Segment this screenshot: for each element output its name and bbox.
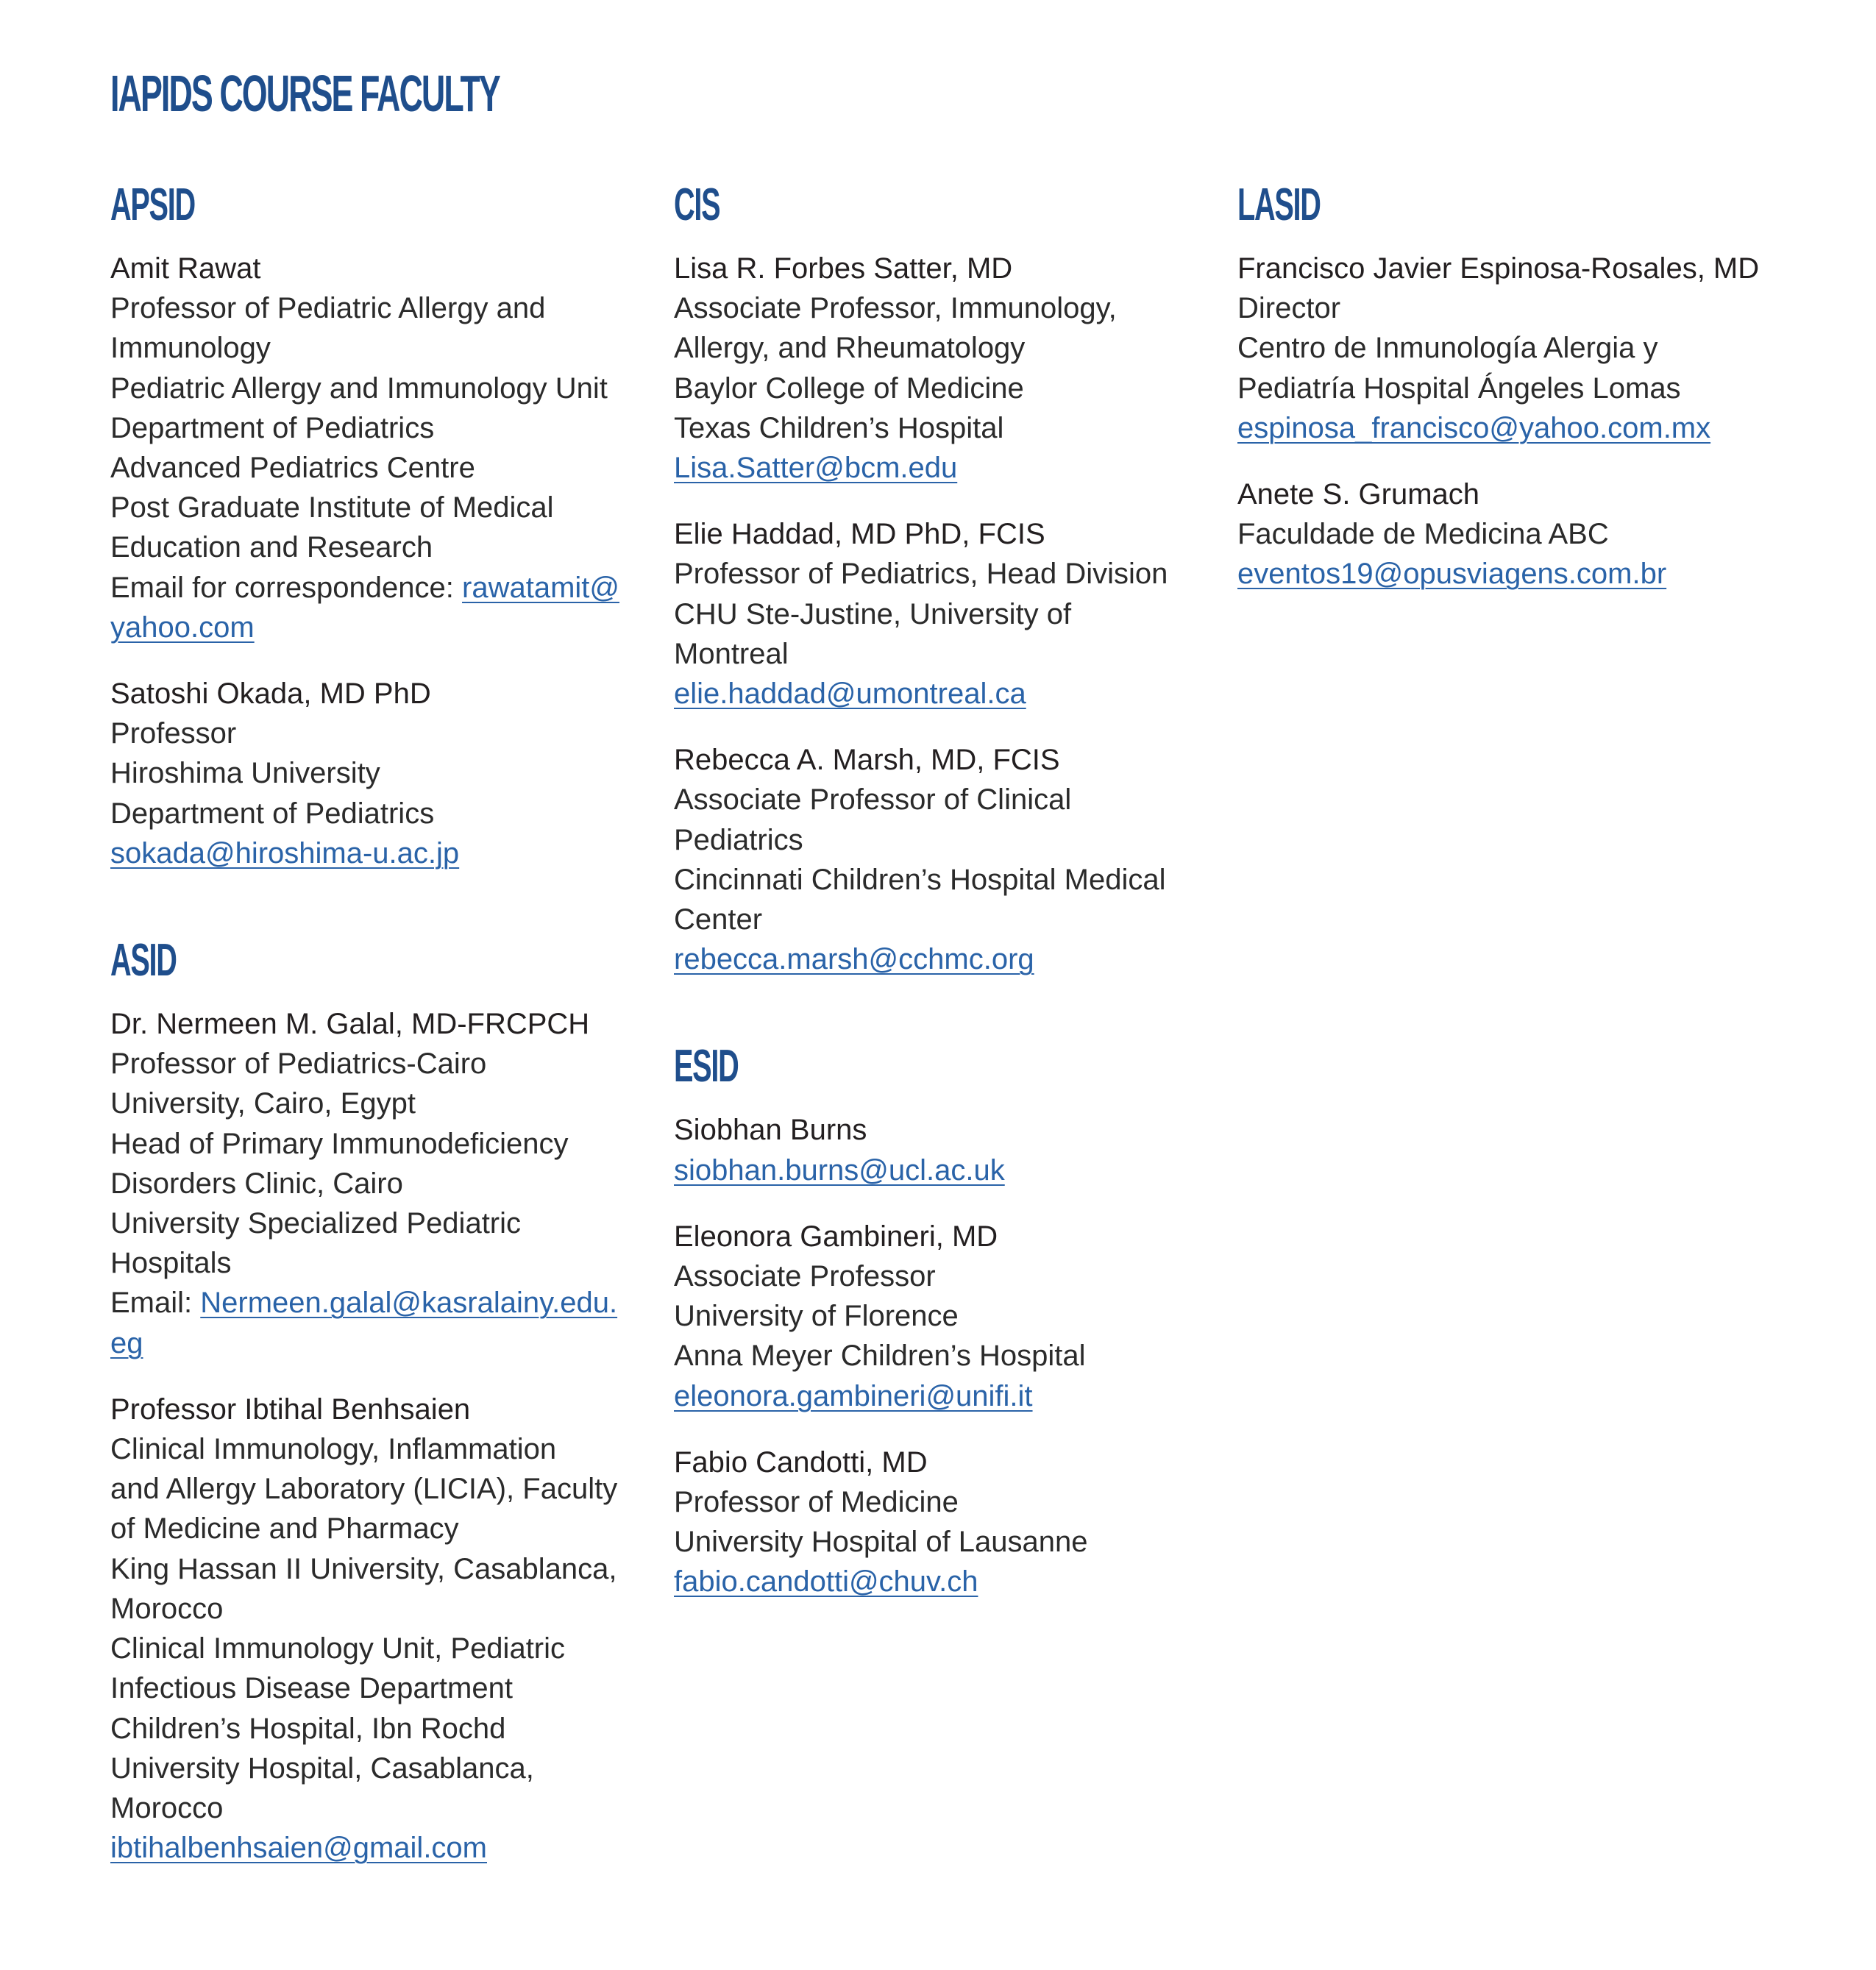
heading-spacer	[674, 1089, 1215, 1110]
faculty-detail: Infectious Disease Department	[110, 1672, 513, 1705]
faculty-detail: Associate Professor	[674, 1260, 936, 1293]
faculty-detail: Hiroshima University	[110, 757, 380, 790]
email-link[interactable]: rawatamit@	[462, 571, 620, 604]
faculty-detail: King Hassan II University, Casablanca,	[110, 1552, 617, 1585]
email-line	[674, 1376, 1215, 1416]
email-link[interactable]: Nermeen.galal@kasralainy.edu.	[200, 1287, 618, 1320]
email-link[interactable]: siobhan.burns@ucl.ac.uk	[674, 1153, 1005, 1187]
email-line	[674, 1562, 1215, 1601]
faculty-name: Fabio Candotti, MD	[674, 1446, 928, 1479]
faculty-name: Lisa R. Forbes Satter, MD	[674, 252, 1013, 285]
faculty-section	[110, 935, 651, 1868]
email-link[interactable]: fabio.candotti@chuv.ch	[674, 1565, 978, 1599]
faculty-section	[110, 179, 651, 873]
faculty-detail: Head of Primary Immunodeficiency	[110, 1127, 569, 1160]
faculty-name: Francisco Javier Espinosa-Rosales, MD	[1237, 252, 1760, 285]
email-link[interactable]: yahoo.com	[110, 611, 255, 644]
email-line	[674, 448, 1215, 488]
faculty-detail: Professor of Pediatrics-Cairo	[110, 1048, 487, 1081]
email-label: Email:	[110, 1287, 193, 1320]
faculty-column-2	[674, 179, 1215, 1602]
faculty-detail: University of Florence	[674, 1300, 959, 1333]
faculty-name: Dr. Nermeen M. Galal, MD-FRCPCH	[110, 1008, 590, 1041]
faculty-detail: Clinical Immunology Unit, Pediatric	[110, 1632, 566, 1665]
faculty-detail: Center	[674, 903, 763, 936]
faculty-detail: Professor of Medicine	[674, 1486, 959, 1519]
faculty-detail: Professor of Pediatric Allergy and	[110, 292, 546, 325]
email-line	[674, 674, 1215, 714]
faculty-entry	[674, 1217, 1215, 1416]
email-link[interactable]: eventos19@opusviagens.com.br	[1237, 558, 1667, 591]
faculty-detail: Montreal	[674, 637, 789, 670]
faculty-column-1	[110, 179, 651, 1868]
faculty-detail: Disorders Clinic, Cairo	[110, 1167, 403, 1200]
faculty-name: Professor Ibtihal Benhsaien	[110, 1393, 471, 1426]
faculty-detail: Education and Research	[110, 531, 433, 564]
faculty-entry	[110, 674, 651, 873]
email-link[interactable]: ibtihalbenhsaien@gmail.com	[110, 1832, 487, 1865]
faculty-detail: Department of Pediatrics	[110, 797, 435, 830]
faculty-detail: Faculdade de Medicina ABC	[1237, 518, 1609, 551]
faculty-detail: CHU Ste-Justine, University of	[674, 597, 1072, 630]
section-heading: ESID	[674, 1041, 739, 1092]
email-link[interactable]: rebecca.marsh@cchmc.org	[674, 943, 1034, 976]
section-heading: ASID	[110, 935, 177, 986]
email-link[interactable]: eg	[110, 1326, 143, 1359]
faculty-entry	[674, 1110, 1215, 1190]
faculty-detail: Cincinnati Children’s Hospital Medical	[674, 863, 1166, 896]
email-link[interactable]: elie.haddad@umontreal.ca	[674, 678, 1026, 711]
faculty-detail: University, Cairo, Egypt	[110, 1087, 416, 1120]
email-line	[110, 1323, 651, 1363]
faculty-entry	[1237, 474, 1778, 594]
heading-spacer	[674, 228, 1215, 249]
faculty-detail: Morocco	[110, 1791, 224, 1824]
faculty-detail: Pediatrics	[674, 823, 803, 856]
faculty-detail: University Hospital of Lausanne	[674, 1526, 1088, 1559]
faculty-section	[674, 179, 1215, 979]
email-label: Email for correspondence:	[110, 571, 454, 604]
faculty-detail: Texas Children’s Hospital	[674, 411, 1004, 444]
faculty-entry	[1237, 249, 1778, 448]
email-line	[674, 939, 1215, 979]
faculty-name: Amit Rawat	[110, 252, 261, 285]
faculty-detail: Associate Professor of Clinical	[674, 783, 1072, 817]
faculty-detail: Clinical Immunology, Inflammation	[110, 1433, 557, 1466]
heading-spacer	[110, 984, 651, 1004]
faculty-detail: Pediatric Allergy and Immunology Unit	[110, 371, 608, 405]
email-line	[674, 1151, 1215, 1190]
email-link[interactable]: eleonora.gambineri@unifi.it	[674, 1379, 1033, 1412]
faculty-entry	[674, 249, 1215, 488]
faculty-name: Elie Haddad, MD PhD, FCIS	[674, 518, 1045, 551]
page-title: IAPIDS COURSE FACULTY	[110, 65, 500, 122]
faculty-name: Anete S. Grumach	[1237, 478, 1480, 511]
faculty-name: Eleonora Gambineri, MD	[674, 1220, 998, 1253]
faculty-column-3	[1237, 179, 1778, 594]
email-line	[1237, 554, 1778, 594]
faculty-detail: Post Graduate Institute of Medical	[110, 491, 554, 524]
faculty-entry	[674, 1443, 1215, 1602]
email-line	[110, 568, 651, 608]
faculty-detail: Centro de Inmunología Alergia y	[1237, 332, 1658, 365]
faculty-entry	[674, 740, 1215, 979]
faculty-name: Satoshi Okada, MD PhD	[110, 678, 431, 711]
faculty-detail: Professor of Pediatrics, Head Division	[674, 558, 1168, 591]
faculty-detail: Anna Meyer Children’s Hospital	[674, 1340, 1086, 1373]
email-link[interactable]: Lisa.Satter@bcm.edu	[674, 452, 958, 485]
faculty-detail: Immunology	[110, 332, 271, 365]
faculty-name: Rebecca A. Marsh, MD, FCIS	[674, 744, 1060, 777]
email-link[interactable]: sokada@hiroshima-u.ac.jp	[110, 836, 460, 870]
faculty-entry	[110, 249, 651, 647]
email-line	[110, 608, 651, 647]
faculty-entry	[110, 1004, 651, 1363]
faculty-detail: University Hospital, Casablanca,	[110, 1752, 534, 1785]
faculty-name: Siobhan Burns	[674, 1114, 867, 1147]
faculty-detail: Hospitals	[110, 1247, 232, 1280]
section-heading: APSID	[110, 179, 195, 230]
faculty-detail: Allergy, and Rheumatology	[674, 332, 1026, 365]
faculty-detail: Department of Pediatrics	[110, 411, 435, 444]
email-link[interactable]: espinosa_francisco@yahoo.com.mx	[1237, 411, 1711, 444]
faculty-detail: Children’s Hospital, Ibn Rochd	[110, 1712, 506, 1745]
heading-spacer	[110, 228, 651, 249]
faculty-detail: Pediatría Hospital Ángeles Lomas	[1237, 371, 1681, 405]
faculty-entry	[674, 514, 1215, 714]
faculty-detail: Baylor College of Medicine	[674, 371, 1024, 405]
faculty-detail: Associate Professor, Immunology,	[674, 292, 1117, 325]
faculty-section	[674, 1041, 1215, 1601]
email-line	[110, 833, 651, 873]
email-line	[110, 1283, 651, 1323]
faculty-section	[1237, 179, 1778, 594]
section-heading: CIS	[674, 179, 720, 230]
faculty-detail: and Allergy Laboratory (LICIA), Faculty	[110, 1473, 618, 1506]
email-line	[1237, 408, 1778, 448]
faculty-detail: of Medicine and Pharmacy	[110, 1512, 459, 1546]
faculty-entry	[110, 1390, 651, 1868]
faculty-detail: Professor	[110, 717, 237, 750]
email-line	[110, 1828, 651, 1868]
faculty-detail: Director	[1237, 292, 1341, 325]
heading-spacer	[1237, 228, 1778, 249]
faculty-detail: Advanced Pediatrics Centre	[110, 452, 475, 485]
faculty-detail: University Specialized Pediatric	[110, 1207, 522, 1240]
faculty-detail: Morocco	[110, 1592, 224, 1625]
section-heading: LASID	[1237, 179, 1321, 230]
